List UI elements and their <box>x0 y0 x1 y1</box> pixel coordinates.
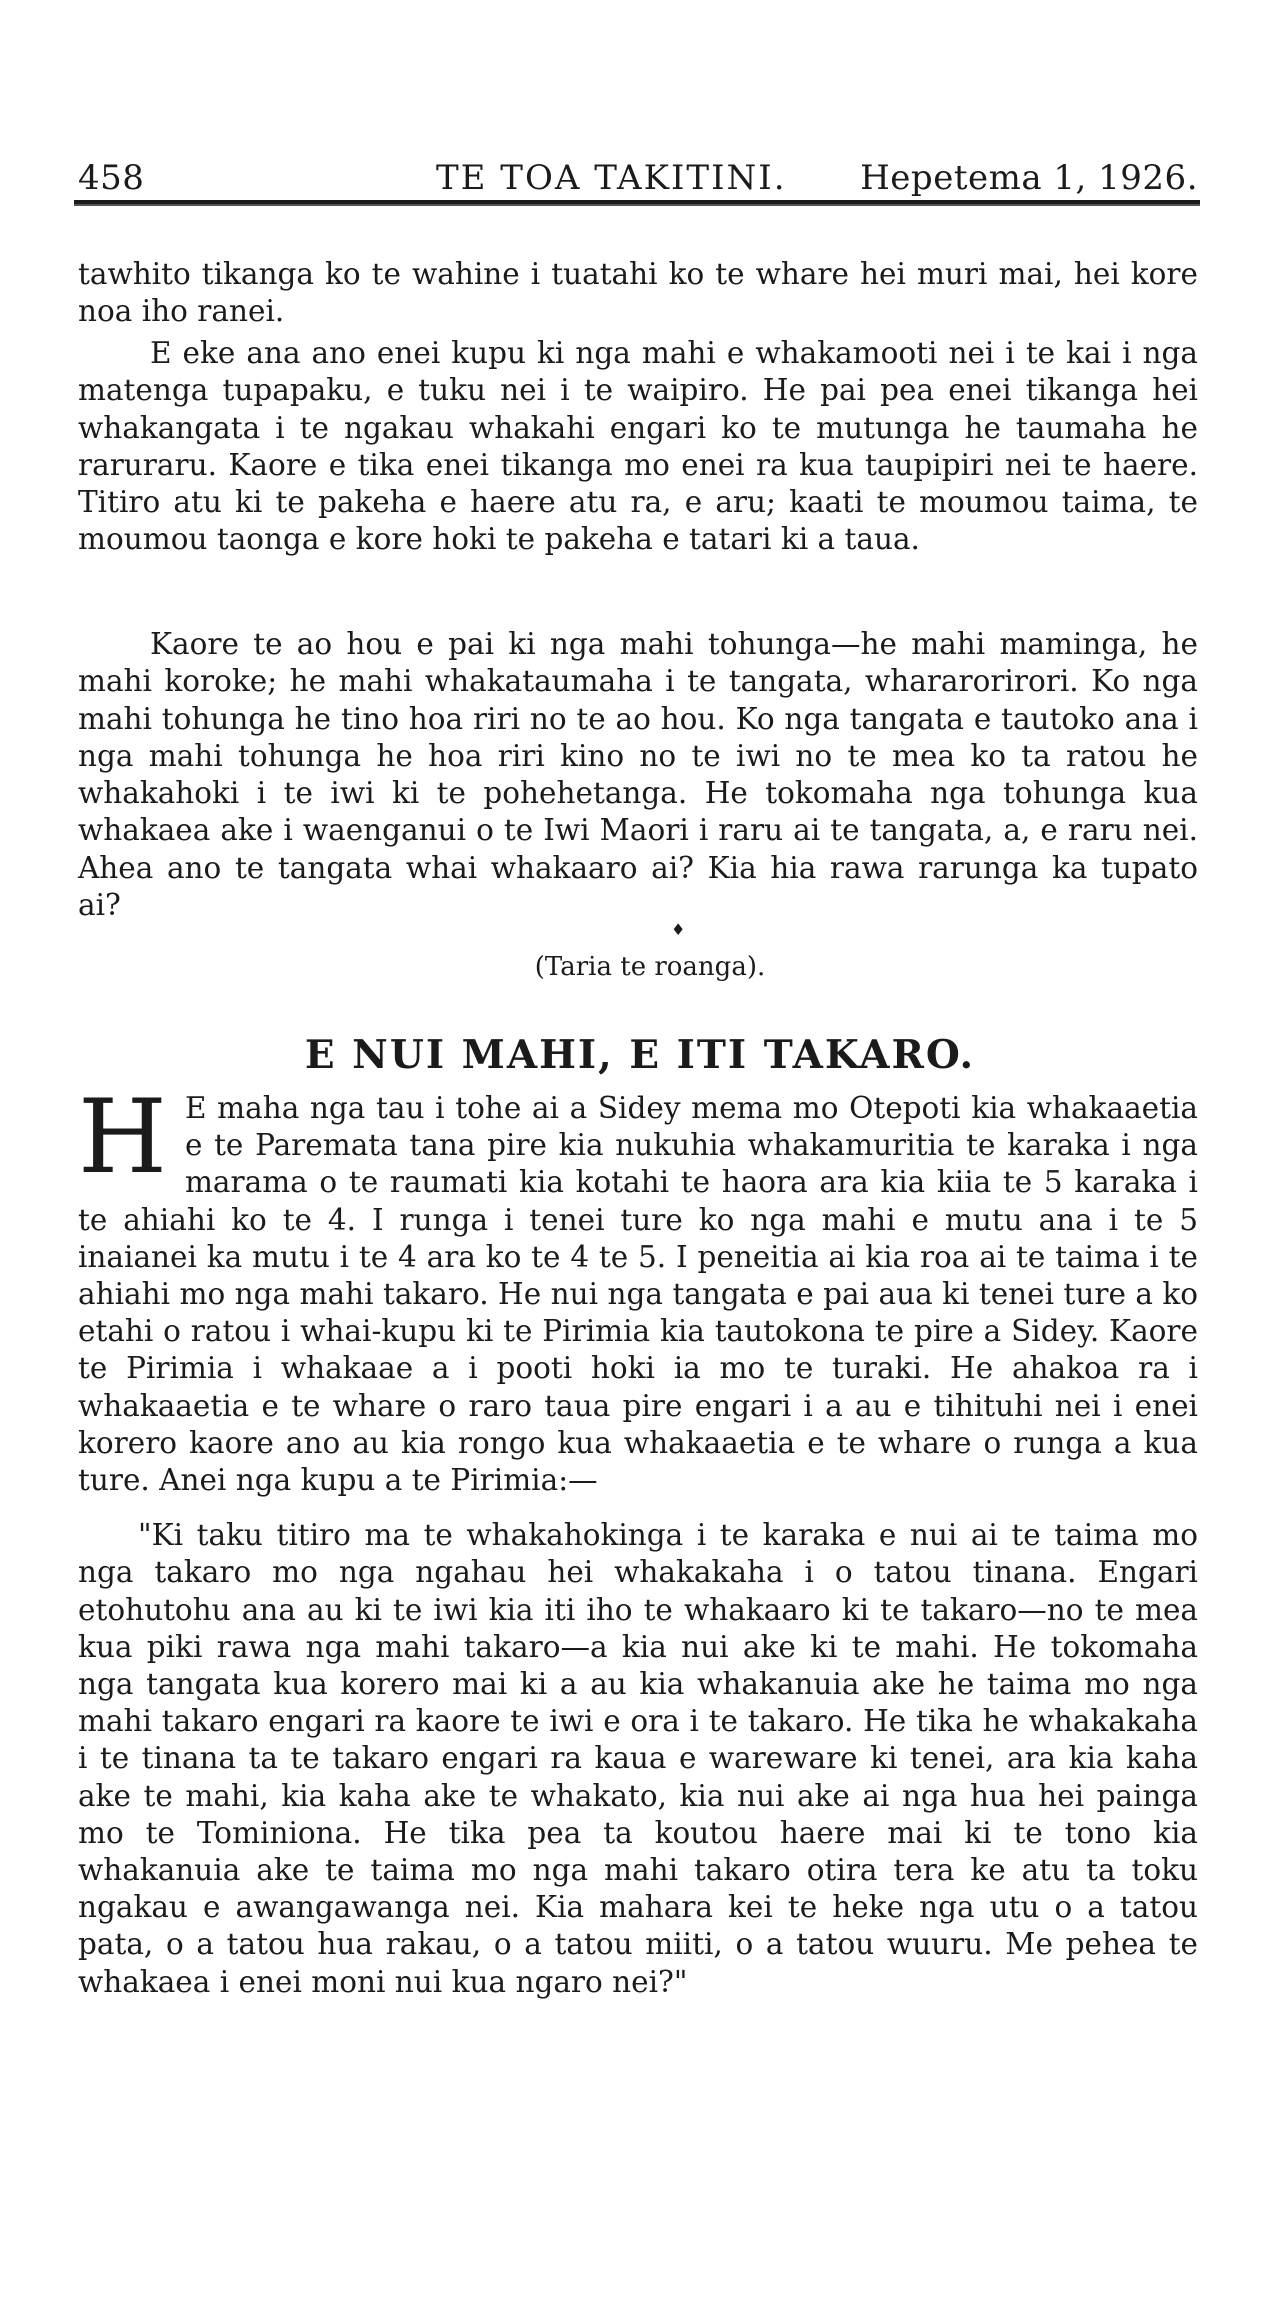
drop-cap: H <box>78 1078 167 1197</box>
paragraph-block <box>78 626 1198 924</box>
article-paragraph <box>78 1078 1198 1499</box>
publication-title: TE TOA TAKITINI. <box>436 158 787 198</box>
header-rule <box>74 200 1200 206</box>
continued-paragraph <box>78 256 1198 331</box>
issue-date: Hepetema 1, 1926. <box>860 158 1198 198</box>
paragraph: E eke ana ano enei kupu ki nga mahi e whakamooti nei i te kai i nga matenga tupapaku, e tuku nei i te waipiro. He pai pea enei tikanga hei whakangata i te ngakau whakahi engari ko te mutunga he taumaha he raruraru. Kaore e tika enei tikanga mo enei ra kua taupipiri nei te haere. Titiro atu ki te pakeha e haere atu ra, e aru; kaati te moumou taima, te moumou taonga e kore hoki te pakeha e tatari ki a taua. <box>78 336 1198 557</box>
quoted-paragraph: "Ki taku titiro ma te whakahokinga i te karaka e nui ai te taima mo nga takaro mo nga ngahau hei whakakaha i o tatou tinana. Engari etohutohu ana au ki te iwi kia iti iho te whakaaro ki te takaro—no te mea kua piki rawa nga mahi takaro—a kia nui ake ki te mahi. He tokomaha nga tangata kua korero mai ki a au kia whakanuia ake he taima mo nga mahi takaro engari ra kaore te iwi e ora i te takaro. He tika he whakakaha i te tinana ta te takaro engari ra kaua e wareware ki tenei, ara kia kaha ake te mahi, kia kaha ake te whakato, kia nui ake ai nga hua hei painga mo te Tominiona. He tika pea ta koutou haere mai ki te tono kia whakanuia ake te taima mo nga mahi takaro otira tera ke atu ta toku ngakau e awangawanga nei. Kia mahara kei te heke nga utu o a tatou pata, o a tatou hua rakau, o a tatou miiti, o a tatou wuuru. Me pehea te whakaea i enei moni nui kua ngaro nei?" <box>78 1518 1198 1999</box>
article-heading: E NUI MAHI, E ITI TAKARO. <box>304 1032 976 1078</box>
article-paragraph-text: E maha nga tau i tohe ai a Sidey mema mo Otepoti kia whakaaetia e te Paremata tana pire kia nukuhia whakamuritia te karaka i nga marama o te raumati kia kotahi te haora ara kia kiia te 5 karaka i te ahiahi ko te 4. I runga i tenei ture ko nga mahi e mutu ana i te 5 inaianei ka mutu i te 4 ara ko te 4 te 5. I peneitia ai kia roa ai te taima i te ahiahi mo nga mahi takaro. He nui nga tangata e pai aua ki tenei ture a ko etahi o ratou i whai-kupu ki te Pirimia kia tautokona te pire a Sidey. Kaore te Pirimia i whakaae a i pooti hoki ia mo te turaki. He ahakoa ra i whakaaetia e te whare o raro taua pire engari i a au e tihituhi nei i enei korero kaore ano au kia rongo kua whakaaetia e te whare o runga a kua ture. Anei nga kupu a te Pirimia:— <box>78 1091 1198 1498</box>
continuation-note <box>0 952 1280 982</box>
paragraph: Kaore te ao hou e pai ki nga mahi tohunga—he mahi maminga, he mahi koroke; he mahi whakataumaha i te tangata, whararorirori. Ko nga mahi tohunga he tino hoa riri no te ao hou. Ko nga tangata e tautoko ana i nga mahi tohunga he hoa riri kino no te iwi no te mea ko ta ratou he whakahoki i te iwi ki te pohehetanga. He tokomaha nga tohunga kua whakaea ake i waenganui o te Iwi Maori i raru ai te tangata, a, e raru nei. Ahea ano te tangata whai whakaaro ai? Kia hia rawa rarunga ka tupato ai? <box>78 627 1198 923</box>
continuation-text: (Taria te roanga). <box>534 952 766 982</box>
paragraph-block <box>78 335 1198 559</box>
running-header <box>78 158 1198 202</box>
ornament-mark: ♦ <box>671 920 686 939</box>
page-number: 458 <box>78 158 145 198</box>
article-body <box>78 1078 1198 2001</box>
paragraph: tawhito tikanga ko te wahine i tuatahi ko te whare hei muri mai, hei kore noa iho ranei. <box>78 257 1198 329</box>
